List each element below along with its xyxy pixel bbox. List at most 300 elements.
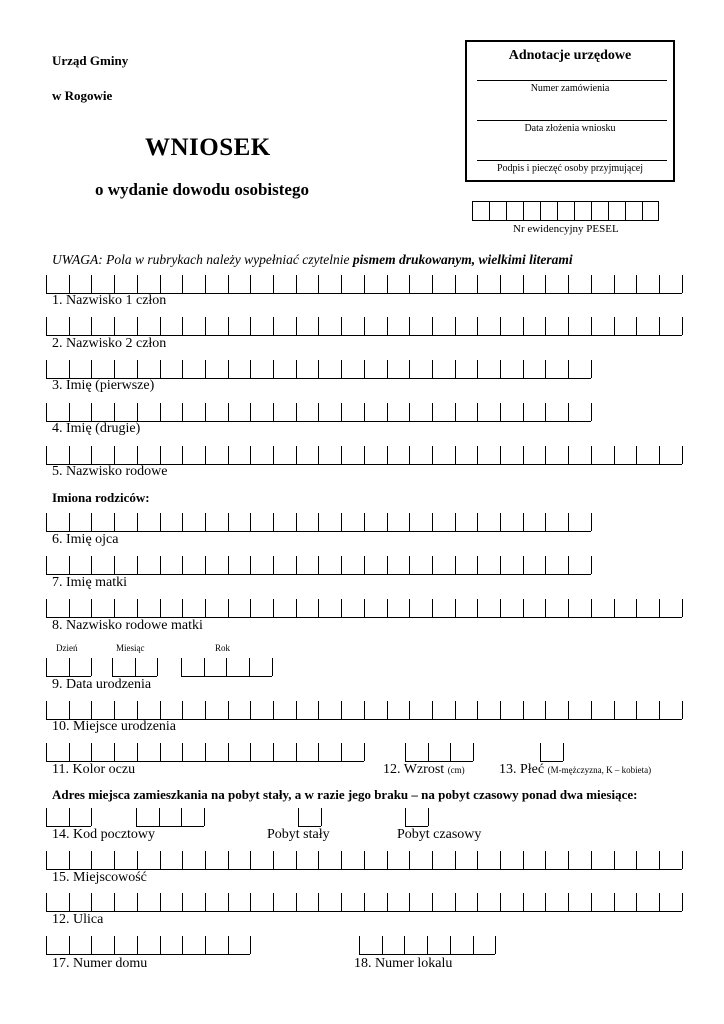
- letter-box-divider: [228, 446, 229, 464]
- letter-box-divider: [659, 599, 660, 617]
- letter-box-divider: [114, 851, 115, 869]
- year-label: Rok: [215, 643, 231, 653]
- letter-box-divider: [228, 360, 229, 378]
- letter-box-divider: [450, 743, 451, 761]
- letter-box-divider: [137, 317, 138, 335]
- letter-box-divider: [455, 513, 456, 531]
- letter-box-divider: [296, 275, 297, 293]
- letter-box-divider: [387, 275, 388, 293]
- letter-box-divider: [250, 275, 251, 293]
- letter-box-divider: [228, 893, 229, 911]
- letter-box-divider: [46, 556, 47, 574]
- letter-box-divider: [318, 275, 319, 293]
- first-name-label: 3. Imię (pierwsze): [52, 378, 155, 393]
- letter-box-divider: [591, 556, 592, 574]
- month-label: Miesiąc: [116, 643, 145, 653]
- letter-box-divider: [182, 851, 183, 869]
- letter-box-divider: [636, 317, 637, 335]
- letter-box-divider: [228, 936, 229, 954]
- letter-box-divider: [545, 275, 546, 293]
- letter-box-divider: [318, 403, 319, 421]
- form-title: WNIOSEK: [145, 134, 271, 161]
- letter-box-divider: [137, 599, 138, 617]
- birth-day-input[interactable]: [46, 658, 91, 677]
- letter-box-divider: [205, 317, 206, 335]
- letter-box-divider: [114, 936, 115, 954]
- letter-box-divider: [682, 893, 683, 911]
- letter-box-divider: [296, 317, 297, 335]
- letter-box-divider: [182, 556, 183, 574]
- letter-box-divider: [250, 446, 251, 464]
- letter-box-divider: [228, 275, 229, 293]
- letter-box-divider: [568, 360, 569, 378]
- letter-box-divider: [636, 701, 637, 719]
- family-name-input[interactable]: [46, 446, 682, 465]
- letter-box-divider: [69, 403, 70, 421]
- letter-box-divider: [432, 513, 433, 531]
- letter-box-divider: [614, 317, 615, 335]
- letter-box-divider: [455, 446, 456, 464]
- letter-box-divider: [160, 275, 161, 293]
- apartment-number-label: 18. Numer lokalu: [354, 956, 453, 971]
- letter-box-divider: [387, 360, 388, 378]
- letter-box-divider: [46, 446, 47, 464]
- pesel-digit-box[interactable]: [625, 201, 642, 221]
- surname1-input[interactable]: [46, 275, 682, 294]
- letter-box-divider: [114, 317, 115, 335]
- letter-box-divider: [387, 599, 388, 617]
- letter-box-divider: [359, 936, 360, 954]
- letter-box-divider: [523, 403, 524, 421]
- letter-box-divider: [432, 275, 433, 293]
- letter-box-divider: [455, 893, 456, 911]
- letter-box-divider: [500, 851, 501, 869]
- letter-box-divider: [341, 446, 342, 464]
- father-name-input[interactable]: [46, 513, 591, 532]
- letter-box-divider: [682, 701, 683, 719]
- height-unit: (cm): [447, 765, 465, 775]
- letter-box-divider: [273, 743, 274, 761]
- letter-box-divider: [91, 317, 92, 335]
- letter-box-divider: [296, 556, 297, 574]
- letter-box-divider: [409, 701, 410, 719]
- letter-box-divider: [682, 599, 683, 617]
- letter-box-divider: [228, 701, 229, 719]
- letter-box-divider: [682, 275, 683, 293]
- letter-box-divider: [205, 893, 206, 911]
- pesel-input-grid[interactable]: [472, 201, 659, 221]
- official-annotations-box: [465, 40, 675, 182]
- letter-box-divider: [341, 275, 342, 293]
- letter-box-divider: [682, 446, 683, 464]
- letter-box-divider: [432, 360, 433, 378]
- letter-box-divider: [91, 743, 92, 761]
- letter-box-divider: [614, 599, 615, 617]
- letter-box-divider: [318, 446, 319, 464]
- letter-box-divider: [69, 743, 70, 761]
- letter-box-divider: [500, 403, 501, 421]
- letter-box-divider: [591, 446, 592, 464]
- letter-box-divider: [409, 556, 410, 574]
- pesel-digit-box[interactable]: [506, 201, 523, 221]
- letter-box-divider: [137, 743, 138, 761]
- birth-date-label: 9. Data urodzenia: [52, 677, 152, 692]
- letter-box-divider: [614, 851, 615, 869]
- letter-box-divider: [137, 275, 138, 293]
- letter-box-divider: [659, 317, 660, 335]
- letter-box-divider: [228, 317, 229, 335]
- letter-box-divider: [137, 360, 138, 378]
- letter-box-divider: [545, 556, 546, 574]
- letter-box-divider: [46, 808, 47, 826]
- letter-box-divider: [341, 360, 342, 378]
- office-name-line2: w Rogowie: [52, 88, 113, 103]
- pesel-digit-box[interactable]: [608, 201, 625, 221]
- letter-box-divider: [432, 317, 433, 335]
- letter-box-divider: [341, 701, 342, 719]
- letter-box-divider: [228, 513, 229, 531]
- letter-box-divider: [568, 851, 569, 869]
- temporary-stay-label: Pobyt czasowy: [397, 827, 482, 842]
- letter-box-divider: [228, 743, 229, 761]
- letter-box-divider: [69, 599, 70, 617]
- letter-box-divider: [273, 403, 274, 421]
- submission-date-label: Data złożenia wniosku: [524, 123, 616, 134]
- letter-box-divider: [387, 317, 388, 335]
- letter-box-divider: [157, 658, 158, 676]
- pesel-digit-box[interactable]: [574, 201, 591, 221]
- postal-code-part1-input[interactable]: [46, 808, 91, 827]
- letter-box-divider: [364, 701, 365, 719]
- letter-box-divider: [273, 599, 274, 617]
- letter-box-divider: [182, 275, 183, 293]
- letter-box-divider: [69, 701, 70, 719]
- letter-box-divider: [387, 893, 388, 911]
- letter-box-divider: [182, 446, 183, 464]
- birth-place-label: 10. Miejsce urodzenia: [52, 719, 177, 734]
- letter-box-divider: [500, 317, 501, 335]
- letter-box-divider: [500, 513, 501, 531]
- letter-box-divider: [205, 446, 206, 464]
- letter-box-divider: [318, 893, 319, 911]
- temporary-stay-checkbox[interactable]: [405, 808, 428, 827]
- letter-box-divider: [137, 556, 138, 574]
- letter-box-divider: [432, 446, 433, 464]
- letter-box-divider: [250, 317, 251, 335]
- letter-box-divider: [69, 360, 70, 378]
- birth-place-input[interactable]: [46, 701, 682, 720]
- official-box-title: Adnotacje urzędowe: [508, 48, 632, 63]
- letter-box-divider: [591, 599, 592, 617]
- height-input[interactable]: [405, 743, 473, 762]
- letter-box-divider: [296, 403, 297, 421]
- letter-box-divider: [46, 936, 47, 954]
- letter-box-divider: [46, 893, 47, 911]
- sex-label-text: 13. Płeć: [499, 762, 545, 777]
- letter-box-divider: [591, 851, 592, 869]
- letter-box-divider: [568, 599, 569, 617]
- letter-box-divider: [568, 701, 569, 719]
- letter-box-divider: [296, 599, 297, 617]
- pesel-digit-box[interactable]: [523, 201, 540, 221]
- letter-box-divider: [69, 556, 70, 574]
- locality-label: 15. Miejscowość: [52, 870, 147, 885]
- family-name-label: 5. Nazwisko rodowe: [52, 464, 168, 479]
- letter-box-divider: [409, 599, 410, 617]
- letter-box-divider: [250, 851, 251, 869]
- letter-box-divider: [160, 317, 161, 335]
- letter-box-divider: [182, 893, 183, 911]
- letter-box-divider: [387, 446, 388, 464]
- letter-box-divider: [477, 893, 478, 911]
- letter-box-divider: [659, 446, 660, 464]
- letter-box-divider: [568, 556, 569, 574]
- letter-box-divider: [160, 403, 161, 421]
- surname2-input[interactable]: [46, 317, 682, 336]
- letter-box-divider: [160, 556, 161, 574]
- letter-box-divider: [409, 446, 410, 464]
- letter-box-divider: [69, 808, 70, 826]
- pesel-digit-box[interactable]: [642, 201, 659, 221]
- letter-box-divider: [409, 513, 410, 531]
- letter-box-divider: [296, 701, 297, 719]
- birth-month-input[interactable]: [112, 658, 157, 677]
- letter-box-divider: [477, 851, 478, 869]
- letter-box-divider: [228, 599, 229, 617]
- letter-box-divider: [182, 317, 183, 335]
- letter-box-divider: [409, 275, 410, 293]
- pesel-digit-box[interactable]: [540, 201, 557, 221]
- letter-box-divider: [545, 317, 546, 335]
- letter-box-divider: [114, 403, 115, 421]
- letter-box-divider: [250, 360, 251, 378]
- order-number-line[interactable]: [477, 80, 667, 81]
- letter-box-divider: [318, 513, 319, 531]
- apartment-number-input[interactable]: [359, 936, 495, 955]
- letter-box-divider: [636, 893, 637, 911]
- letter-box-divider: [273, 513, 274, 531]
- letter-box-divider: [69, 513, 70, 531]
- letter-box-divider: [545, 446, 546, 464]
- letter-box-divider: [682, 317, 683, 335]
- letter-box-divider: [523, 513, 524, 531]
- letter-box-divider: [273, 893, 274, 911]
- letter-box-divider: [46, 317, 47, 335]
- letter-box-divider: [114, 513, 115, 531]
- pesel-label: Nr ewidencyjny PESEL: [513, 223, 619, 235]
- letter-box-divider: [318, 743, 319, 761]
- letter-box-divider: [432, 701, 433, 719]
- letter-box-divider: [160, 599, 161, 617]
- postal-code-part2-input[interactable]: [136, 808, 204, 827]
- letter-box-divider: [181, 808, 182, 826]
- letter-box-divider: [46, 701, 47, 719]
- letter-box-divider: [477, 701, 478, 719]
- letter-box-divider: [387, 851, 388, 869]
- letter-box-divider: [341, 556, 342, 574]
- form-subtitle: o wydanie dowodu osobistego: [95, 180, 309, 199]
- pesel-digit-box[interactable]: [557, 201, 574, 221]
- letter-box-divider: [160, 513, 161, 531]
- letter-box-divider: [91, 403, 92, 421]
- letter-box-divider: [591, 893, 592, 911]
- letter-box-divider: [137, 936, 138, 954]
- permanent-stay-checkbox[interactable]: [298, 808, 321, 827]
- letter-box-divider: [114, 893, 115, 911]
- letter-box-divider: [69, 658, 70, 676]
- letter-box-divider: [432, 599, 433, 617]
- letter-box-divider: [91, 701, 92, 719]
- letter-box-divider: [591, 317, 592, 335]
- letter-box-divider: [46, 743, 47, 761]
- letter-box-divider: [91, 658, 92, 676]
- letter-box-divider: [91, 446, 92, 464]
- letter-box-divider: [182, 360, 183, 378]
- locality-input[interactable]: [46, 851, 682, 870]
- letter-box-divider: [91, 275, 92, 293]
- letter-box-divider: [568, 446, 569, 464]
- letter-box-divider: [477, 513, 478, 531]
- letter-box-divider: [226, 658, 227, 676]
- pesel-digit-box[interactable]: [472, 201, 489, 221]
- letter-box-divider: [432, 403, 433, 421]
- letter-box-divider: [545, 893, 546, 911]
- letter-box-divider: [500, 556, 501, 574]
- letter-box-divider: [405, 808, 406, 826]
- letter-box-divider: [364, 513, 365, 531]
- letter-box-divider: [591, 360, 592, 378]
- letter-box-divider: [523, 701, 524, 719]
- letter-box-divider: [296, 360, 297, 378]
- letter-box-divider: [568, 403, 569, 421]
- letter-box-divider: [614, 701, 615, 719]
- letter-box-divider: [296, 893, 297, 911]
- letter-box-divider: [409, 851, 410, 869]
- birth-year-input[interactable]: [181, 658, 272, 677]
- letter-box-divider: [46, 513, 47, 531]
- street-input[interactable]: [46, 893, 682, 912]
- letter-box-divider: [659, 851, 660, 869]
- letter-box-divider: [298, 808, 299, 826]
- letter-box-divider: [321, 808, 322, 826]
- letter-box-divider: [114, 701, 115, 719]
- order-number-label: Numer zamówienia: [530, 83, 610, 94]
- letter-box-divider: [273, 701, 274, 719]
- notice-text: UWAGA: Pola w rubrykach należy wypełniać czytelnie: [52, 252, 353, 267]
- mother-name-input[interactable]: [46, 556, 591, 575]
- letter-box-divider: [46, 275, 47, 293]
- letter-box-divider: [405, 743, 406, 761]
- letter-box-divider: [409, 317, 410, 335]
- letter-box-divider: [523, 317, 524, 335]
- letter-box-divider: [205, 403, 206, 421]
- letter-box-divider: [160, 893, 161, 911]
- pesel-digit-box[interactable]: [489, 201, 506, 221]
- letter-box-divider: [495, 936, 496, 954]
- letter-box-divider: [404, 936, 405, 954]
- letter-box-divider: [136, 808, 137, 826]
- letter-box-divider: [636, 446, 637, 464]
- letter-box-divider: [181, 658, 182, 676]
- mother-family-name-input[interactable]: [46, 599, 682, 618]
- letter-box-divider: [273, 556, 274, 574]
- letter-box-divider: [296, 851, 297, 869]
- letter-box-divider: [272, 658, 273, 676]
- letter-box-divider: [69, 446, 70, 464]
- letter-box-divider: [477, 403, 478, 421]
- height-label-text: 12. Wzrost: [383, 762, 445, 777]
- letter-box-divider: [364, 275, 365, 293]
- letter-box-divider: [273, 446, 274, 464]
- letter-box-divider: [341, 513, 342, 531]
- letter-box-divider: [114, 743, 115, 761]
- letter-box-divider: [455, 317, 456, 335]
- letter-box-divider: [296, 446, 297, 464]
- second-name-input[interactable]: [46, 403, 591, 422]
- letter-box-divider: [114, 446, 115, 464]
- letter-box-divider: [409, 403, 410, 421]
- submission-date-line[interactable]: [477, 120, 667, 121]
- surname2-label: 2. Nazwisko 2 człon: [52, 336, 167, 351]
- letter-box-divider: [160, 936, 161, 954]
- letter-box-divider: [500, 275, 501, 293]
- letter-box-divider: [249, 658, 250, 676]
- letter-box-divider: [137, 701, 138, 719]
- letter-box-divider: [591, 513, 592, 531]
- house-number-input[interactable]: [46, 936, 250, 955]
- signature-line[interactable]: [477, 160, 667, 161]
- letter-box-divider: [364, 851, 365, 869]
- letter-box-divider: [591, 701, 592, 719]
- letter-box-divider: [523, 599, 524, 617]
- letter-box-divider: [69, 851, 70, 869]
- letter-box-divider: [250, 556, 251, 574]
- letter-box-divider: [341, 317, 342, 335]
- letter-box-divider: [341, 403, 342, 421]
- letter-box-divider: [182, 403, 183, 421]
- letter-box-divider: [523, 360, 524, 378]
- letter-box-divider: [205, 743, 206, 761]
- letter-box-divider: [182, 701, 183, 719]
- letter-box-divider: [364, 403, 365, 421]
- pesel-digit-box[interactable]: [591, 201, 608, 221]
- sex-input[interactable]: [540, 743, 563, 762]
- letter-box-divider: [137, 403, 138, 421]
- letter-box-divider: [477, 556, 478, 574]
- letter-box-divider: [205, 701, 206, 719]
- letter-box-divider: [477, 446, 478, 464]
- letter-box-divider: [477, 275, 478, 293]
- letter-box-divider: [500, 599, 501, 617]
- parents-section-heading: Imiona rodziców:: [52, 490, 150, 505]
- eye-color-input[interactable]: [46, 743, 364, 762]
- letter-box-divider: [46, 851, 47, 869]
- letter-box-divider: [659, 701, 660, 719]
- letter-box-divider: [91, 851, 92, 869]
- letter-box-divider: [228, 403, 229, 421]
- letter-box-divider: [568, 317, 569, 335]
- permanent-stay-label: Pobyt stały: [267, 827, 330, 842]
- letter-box-divider: [364, 556, 365, 574]
- letter-box-divider: [568, 513, 569, 531]
- first-name-input[interactable]: [46, 360, 591, 379]
- letter-box-divider: [523, 851, 524, 869]
- letter-box-divider: [160, 360, 161, 378]
- sex-hint: (M-mężczyzna, K – kobieta): [547, 765, 652, 775]
- letter-box-divider: [250, 743, 251, 761]
- mother-family-name-label: 8. Nazwisko rodowe matki: [52, 618, 203, 633]
- letter-box-divider: [46, 599, 47, 617]
